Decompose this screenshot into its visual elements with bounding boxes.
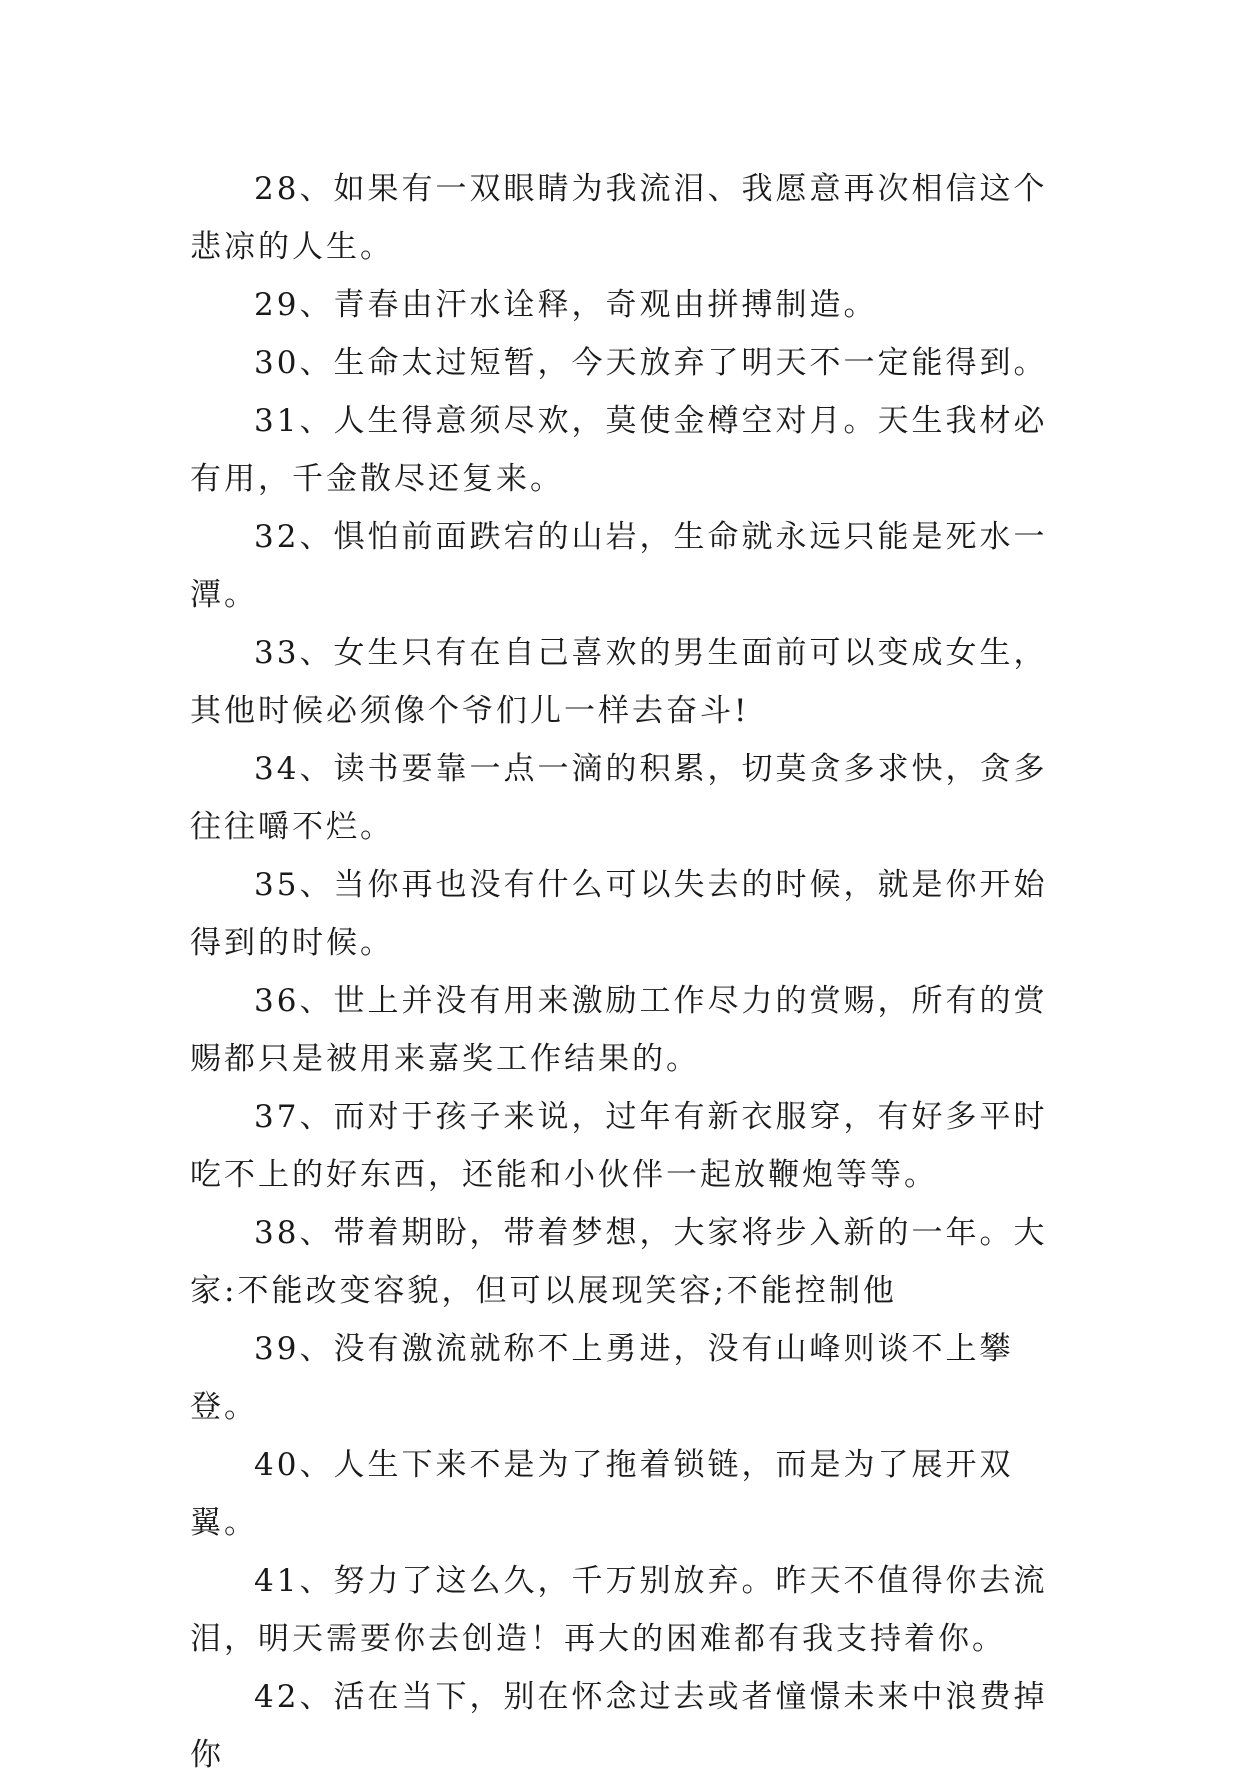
paragraph-33: 33、女生只有在自己喜欢的男生面前可以变成女生，其他时候必须像个爷们儿一样去奋斗!	[190, 635, 1048, 729]
paragraph-30: 30、生命太过短暂，今天放弃了明天不一定能得到。	[254, 345, 1048, 381]
paragraph-40: 40、人生下来不是为了拖着锁链，而是为了展开双翼。	[190, 1447, 1014, 1541]
paragraph-35: 35、当你再也没有什么可以失去的时候，就是你开始得到的时候。	[190, 867, 1048, 961]
document-body	[190, 160, 1070, 1784]
paragraph-37: 37、而对于孩子来说，过年有新衣服穿，有好多平时吃不上的好东西，还能和小伙伴一起放鞭炮等等。	[190, 1099, 1048, 1193]
paragraph-29: 29、青春由汗水诠释，奇观由拼搏制造。	[254, 287, 878, 323]
paragraph-41: 41、努力了这么久，千万别放弃。昨天不值得你去流泪，明天需要你去创造！再大的困难都有我支持着你。	[190, 1563, 1048, 1657]
paragraph-38: 38、带着期盼，带着梦想，大家将步入新的一年。大家:不能改变容貌，但可以展现笑容;不能控制他	[190, 1215, 1048, 1309]
paragraph-32: 32、惧怕前面跌宕的山岩，生命就永远只能是死水一潭。	[190, 519, 1048, 613]
paragraph-34: 34、读书要靠一点一滴的积累，切莫贪多求快，贪多往往嚼不烂。	[190, 751, 1048, 845]
paragraph-28: 28、如果有一双眼睛为我流泪、我愿意再次相信这个悲凉的人生。	[190, 171, 1048, 265]
paragraph-39: 39、没有激流就称不上勇进，没有山峰则谈不上攀登。	[190, 1331, 1014, 1425]
paragraph-42: 42、活在当下，别在怀念过去或者憧憬未来中浪费掉你	[190, 1679, 1048, 1773]
paragraph-36: 36、世上并没有用来激励工作尽力的赏赐，所有的赏赐都只是被用来嘉奖工作结果的。	[190, 983, 1048, 1077]
paragraph-31: 31、人生得意须尽欢，莫使金樽空对月。天生我材必有用，千金散尽还复来。	[190, 403, 1048, 497]
